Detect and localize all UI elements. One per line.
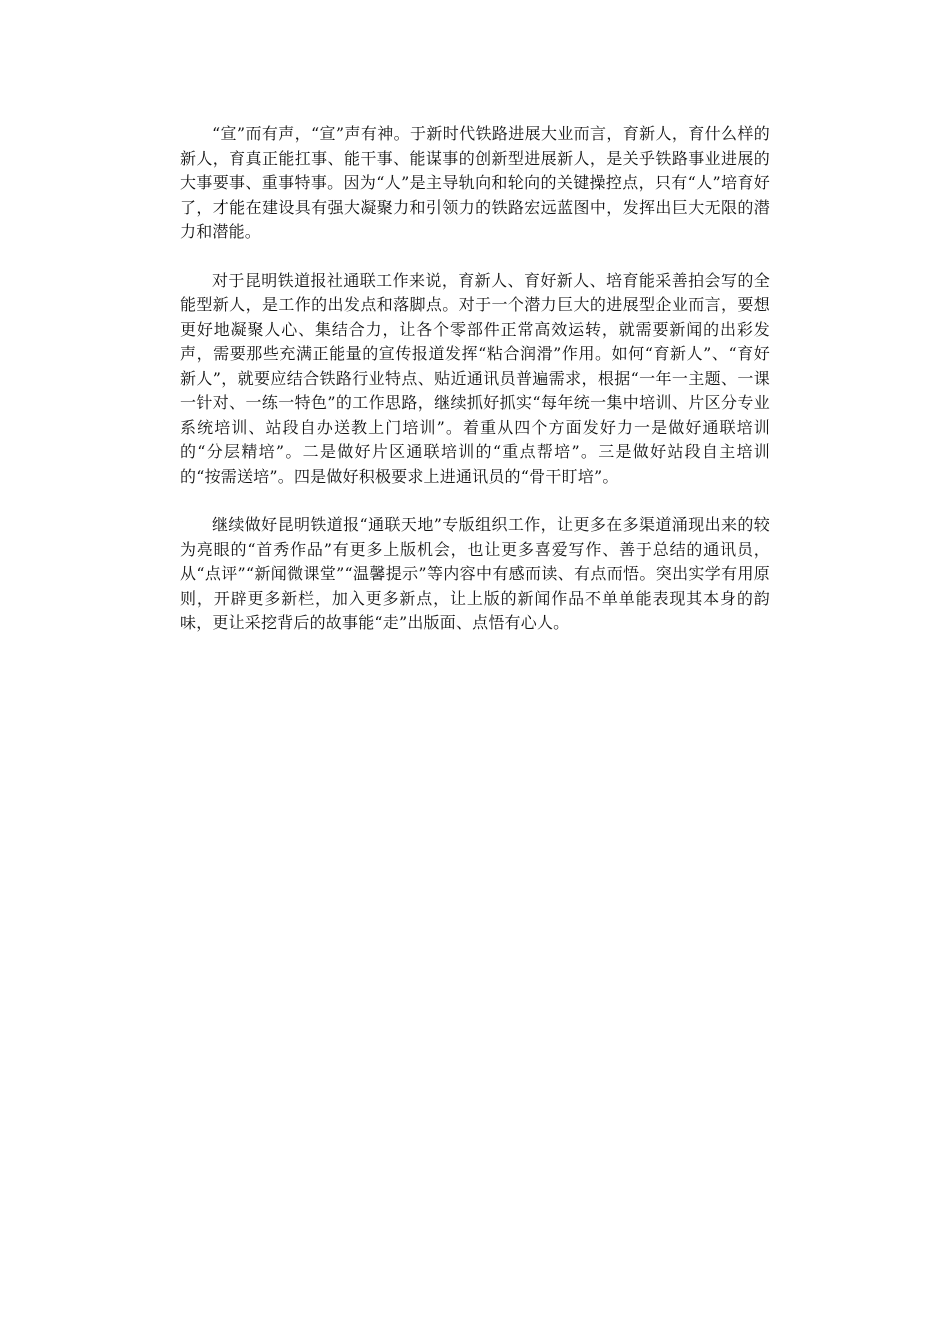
paragraph-2: 对于昆明铁道报社通联工作来说，育新人、育好新人、培育能采善拍会写的全能型新人，是工作的出发点和落脚点。对于一个潜力巨大的进展型企业而言，要想更好地凝聚人心、集结合力，让各个零部件正常高效运转，就需要新闻的出彩发声，需要那些充满正能量的宣传报道发挥“粘合润滑”作用。如何“育新人”、“育好新人”，就要应结合铁路行业特点、贴近通讯员普遍需求，根据“一年一主题、一课一针对、一练一特色”的工作思路，继续抓好抓实“每年统一集中培训、片区分专业系统培训、站段自办送教上门培训”。着重从四个方面发好力一是做好通联培训的“分层精培”。二是做好片区通联培训的“重点帮培”。三是做好站段自主培训的“按需送培”。四是做好积极要求上进通讯员的“骨干盯培”。 bbox=[180, 270, 770, 486]
paragraph-3: 继续做好昆明铁道报“通联天地”专版组织工作，让更多在多渠道涌现出来的较为亮眼的“首秀作品”有更多上版机会，也让更多喜爱写作、善于总结的通讯员，从“点评”“新闻微课堂”“温馨提示”等内容中有感而读、有点而悟。突出实学有用原则，开辟更多新栏，加入更多新点，让上版的新闻作品不单单能表现其本身的韵味，更让采挖背后的故事能“走”出版面、点悟有心人。 bbox=[180, 515, 770, 632]
article-body bbox=[180, 122, 770, 660]
paragraph-1: “宣”而有声，“宣”声有神。于新时代铁路进展大业而言，育新人，育什么样的新人，育真正能扛事、能干事、能谋事的创新型进展新人，是关乎铁路事业进展的大事要事、重事特事。因为“人”是主导轨向和轮向的关键操控点，只有“人”培育好了，才能在建设具有强大凝聚力和引领力的铁路宏远蓝图中，发挥出巨大无限的潜力和潜能。 bbox=[180, 124, 770, 241]
